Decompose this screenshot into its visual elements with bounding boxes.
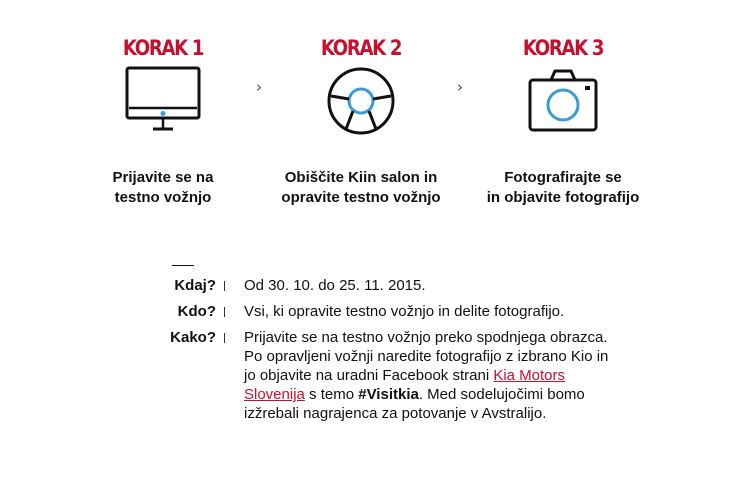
info-separator bbox=[224, 307, 225, 317]
hashtag: #Visitkia bbox=[358, 386, 419, 403]
info-separator bbox=[224, 333, 225, 343]
info-label-kako: Kako? bbox=[170, 329, 216, 346]
step-1-text-line2: testno vožnjo bbox=[114, 189, 212, 206]
step-2-text-line2: opravite testno vožnjo bbox=[281, 189, 441, 206]
info-value-kako-text-end: . Med sodelujočimi bomo izžrebali nagrajenca za potovanje v Avstralijo. bbox=[244, 386, 585, 422]
chevron-right-icon: › bbox=[256, 78, 262, 96]
info-separator bbox=[224, 281, 225, 291]
step-3-text-line2: in objavite fotografijo bbox=[486, 189, 640, 206]
camera-icon bbox=[527, 66, 599, 139]
info-value-kdaj: Od 30. 10. do 25. 11. 2015. bbox=[244, 277, 426, 294]
divider bbox=[172, 265, 194, 266]
step-1-text bbox=[63, 168, 263, 208]
step-2-text-line1: Obiščite Kiin salon in bbox=[284, 169, 438, 186]
step-3-title: KORAK 3 bbox=[522, 36, 604, 60]
monitor-icon bbox=[125, 66, 201, 139]
info-value-kako-text: Prijavite se na testno vožnjo preko spodnjega obrazca. Po opravljeni vožnji naredite fotografijo z izbrano Kio in jo objavite na uradni Facebook strani bbox=[244, 329, 609, 384]
kia-motors-slovenija-link[interactable]: Kia Motors Slovenija bbox=[244, 367, 566, 403]
step-2-text bbox=[261, 168, 461, 208]
info-label-kdaj: Kdaj? bbox=[174, 277, 216, 294]
step-1-text-line1: Prijavite se na bbox=[112, 169, 214, 186]
step-3-text-line1: Fotografirajte se bbox=[504, 169, 622, 186]
info-value-kdo: Vsi, ki opravite testno vožnjo in delite fotografijo. bbox=[244, 303, 565, 320]
info-value-kako bbox=[244, 328, 622, 423]
step-2-title: KORAK 2 bbox=[320, 36, 402, 60]
step-1-title: KORAK 1 bbox=[122, 36, 204, 60]
step-3-text bbox=[463, 168, 663, 208]
info-label-kdo: Kdo? bbox=[177, 303, 216, 320]
steering-wheel-icon bbox=[326, 66, 396, 141]
chevron-right-icon: › bbox=[457, 78, 463, 96]
info-value-kako-text-after-link: s temo bbox=[304, 386, 359, 403]
